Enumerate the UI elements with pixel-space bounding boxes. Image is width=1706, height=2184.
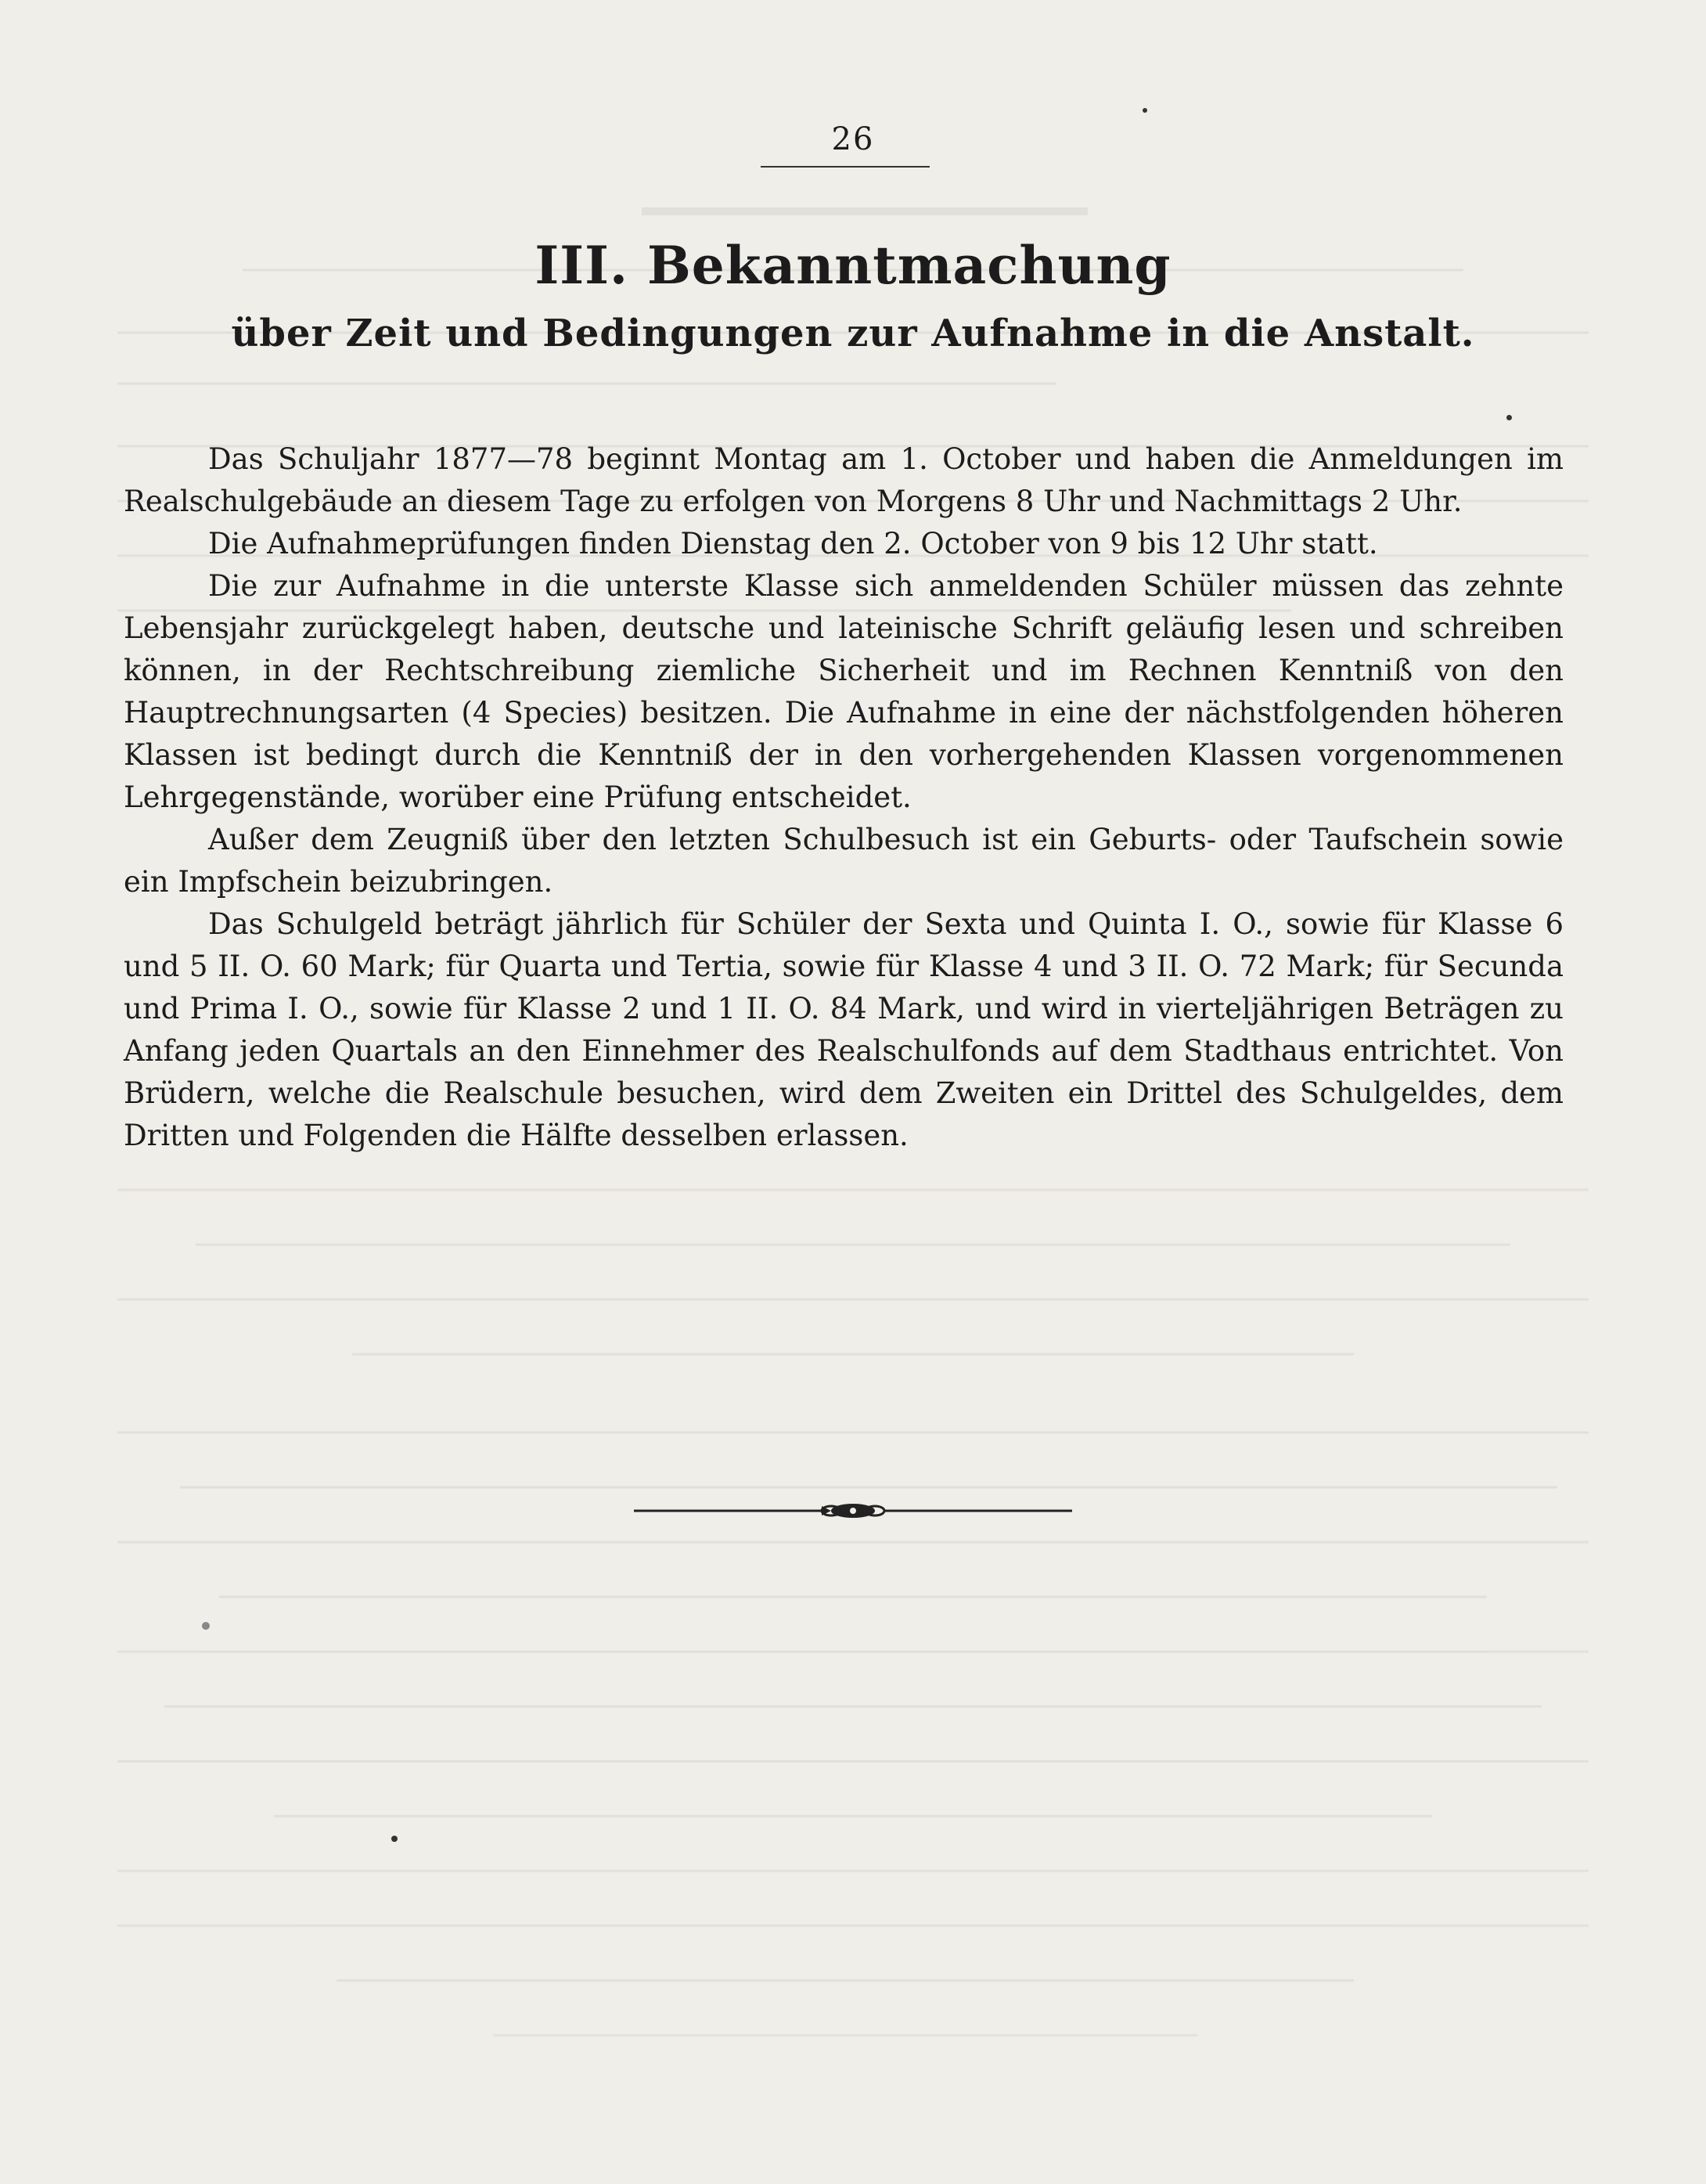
paper-speck [391, 1836, 398, 1842]
bleed-through-lines-lower [117, 1174, 1589, 2129]
flourish-divider-icon [626, 1495, 1080, 1526]
bleed-through-texture-lower [117, 1174, 1589, 2146]
paper-speck [1506, 415, 1512, 420]
page-number: 26 [831, 121, 875, 157]
section-subtitle: über Zeit und Bedingungen zur Aufnahme in die Anstalt. [231, 312, 1475, 355]
section-title: III. Bekanntmachung [534, 235, 1172, 296]
paper-speck [1143, 108, 1147, 113]
paragraph-school-fees: Das Schulgeld beträgt jährlich für Schüler der Sexta und Quinta I. O., sowie für Klasse 6 und 5 II. O. 60 Mark; für Quarta und Tertia, sowie für Klasse 4 und 3 II. O. 72 Mark; für Secunda und Prima I. O., sowie für Klasse 2 und 1 II. O. 84 Mark, und wird in vierteljährigen Beträgen zu Anfang jeden Quartals an den Einnehmer des Realschulfonds auf dem Stadthaus entrichtet. Von Brüdern, welche die Realschule besuchen, wird dem Zweiten ein Drittel des Schulgeldes, dem Dritten und Folgenden die Hälfte desselben erlassen. [124, 907, 1564, 1152]
paragraph-entrance-exams: Die Aufnahmeprüfungen finden Dienstag den 2. October von 9 bis 12 Uhr statt. [208, 527, 1378, 560]
page-number-rule [761, 166, 930, 168]
paragraph-required-documents: Außer dem Zeugniß über den letzten Schulbesuch ist ein Geburts- oder Taufschein sowie ein Impfschein beizubringen. [124, 823, 1564, 899]
announcement-body [124, 438, 1564, 1157]
flourish-divider-svg [626, 1495, 1080, 1526]
paragraph-school-year: Das Schuljahr 1877—78 beginnt Montag am 1. October und haben die Anmeldungen im Realschulgebäude an diesem Tage zu erfolgen von Morgens 8 Uhr und Nachmittags 2 Uhr. [124, 442, 1564, 518]
paragraph-admission-requirements: Die zur Aufnahme in die unterste Klasse sich anmeldenden Schüler müssen das zehnte Lebensjahr zurückgelegt haben, deutsche und lateinische Schrift geläufig lesen und schreiben können, in der Rechtschreibung ziemliche Sicherheit und im Rechnen Kenntniß von den Hauptrechnungsarten (4 Species) besitzen. Die Aufnahme in eine der nächstfolgenden höheren Klassen ist bedingt durch die Kenntniß der in den vorhergehenden Klassen vorgenommenen Lehrgegenstände, worüber eine Prüfung entscheidet. [124, 569, 1564, 814]
paper-speck [202, 1622, 210, 1630]
